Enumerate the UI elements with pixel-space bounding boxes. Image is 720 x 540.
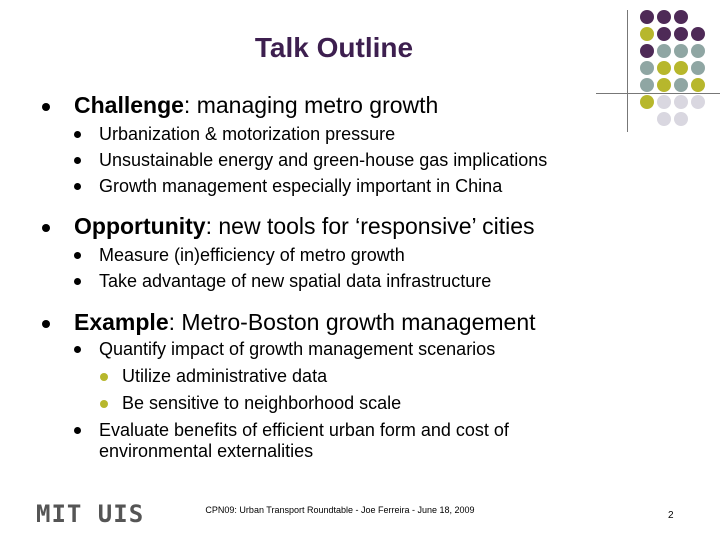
bullet-dot <box>42 224 50 232</box>
decor-dot <box>657 112 671 126</box>
sub-sub-bullet-text: Utilize administrative data <box>122 366 328 386</box>
decor-dot <box>674 61 688 75</box>
footer-text: CPN09: Urban Transport Roundtable - Joe Ferreira - June 18, 2009 <box>205 505 475 515</box>
sub-bullet-text: Evaluate benefits of efficient urban form and cost of <box>99 420 509 440</box>
vertical-divider <box>627 10 628 132</box>
decor-dot <box>674 112 688 126</box>
bullet-text: : managing metro growth <box>183 92 439 118</box>
sub-bullet-text: Take advantage of new spatial data infrastructure <box>99 271 492 291</box>
decor-dot <box>691 44 705 58</box>
bullet-dot <box>74 252 81 259</box>
bullet-heading: Example <box>74 309 169 335</box>
decor-dot <box>640 78 654 92</box>
bullet-heading: Opportunity <box>74 213 206 239</box>
decor-dot <box>691 27 705 41</box>
bullet-dot <box>100 400 108 408</box>
decor-dot <box>640 27 654 41</box>
bullet-dot <box>74 278 81 285</box>
bullet-dot <box>74 131 81 138</box>
sub-bullet-text: Measure (in)efficiency of metro growth <box>99 245 405 265</box>
bullet-dot <box>74 427 81 434</box>
decor-dot <box>640 10 654 24</box>
decor-dot <box>657 78 671 92</box>
bullet-dot <box>74 157 81 164</box>
mit-uis-logo: MIT UIS <box>36 500 145 528</box>
sub-bullet-text: Urbanization & motorization pressure <box>99 124 396 144</box>
decor-dot <box>674 95 688 109</box>
decor-dot <box>657 27 671 41</box>
decor-dot <box>674 27 688 41</box>
decor-dot <box>657 61 671 75</box>
sub-bullet-text: Quantify impact of growth management scenarios <box>99 339 496 359</box>
decor-dot <box>674 44 688 58</box>
horizontal-divider <box>596 93 720 94</box>
decor-dot <box>674 78 688 92</box>
slide-title: Talk Outline <box>254 32 414 63</box>
bullet-text: : new tools for ‘responsive’ cities <box>205 213 535 239</box>
bullet-dot <box>42 320 50 328</box>
decor-dot <box>640 44 654 58</box>
sub-bullet-text: Unsustainable energy and green-house gas implications <box>99 150 548 170</box>
decor-dot <box>691 78 705 92</box>
decor-dot <box>691 61 705 75</box>
decor-dot <box>657 95 671 109</box>
decor-dot <box>674 10 688 24</box>
bullet-dot <box>74 183 81 190</box>
decor-dot <box>657 10 671 24</box>
bullet-dot <box>42 103 50 111</box>
bullet-dot <box>100 373 108 381</box>
sub-sub-bullet-text: Be sensitive to neighborhood scale <box>122 393 402 413</box>
page-number: 2 <box>668 510 674 521</box>
bullet-dot <box>74 346 81 353</box>
decor-dot <box>657 44 671 58</box>
sub-bullet-text: environmental externalities <box>99 441 314 461</box>
bullet-heading: Challenge <box>74 92 184 118</box>
bullet-text: : Metro-Boston growth management <box>168 309 536 335</box>
decor-dot <box>691 95 705 109</box>
sub-bullet-text: Growth management especially important in China <box>99 176 503 196</box>
decor-dot <box>640 61 654 75</box>
decor-dot <box>640 95 654 109</box>
